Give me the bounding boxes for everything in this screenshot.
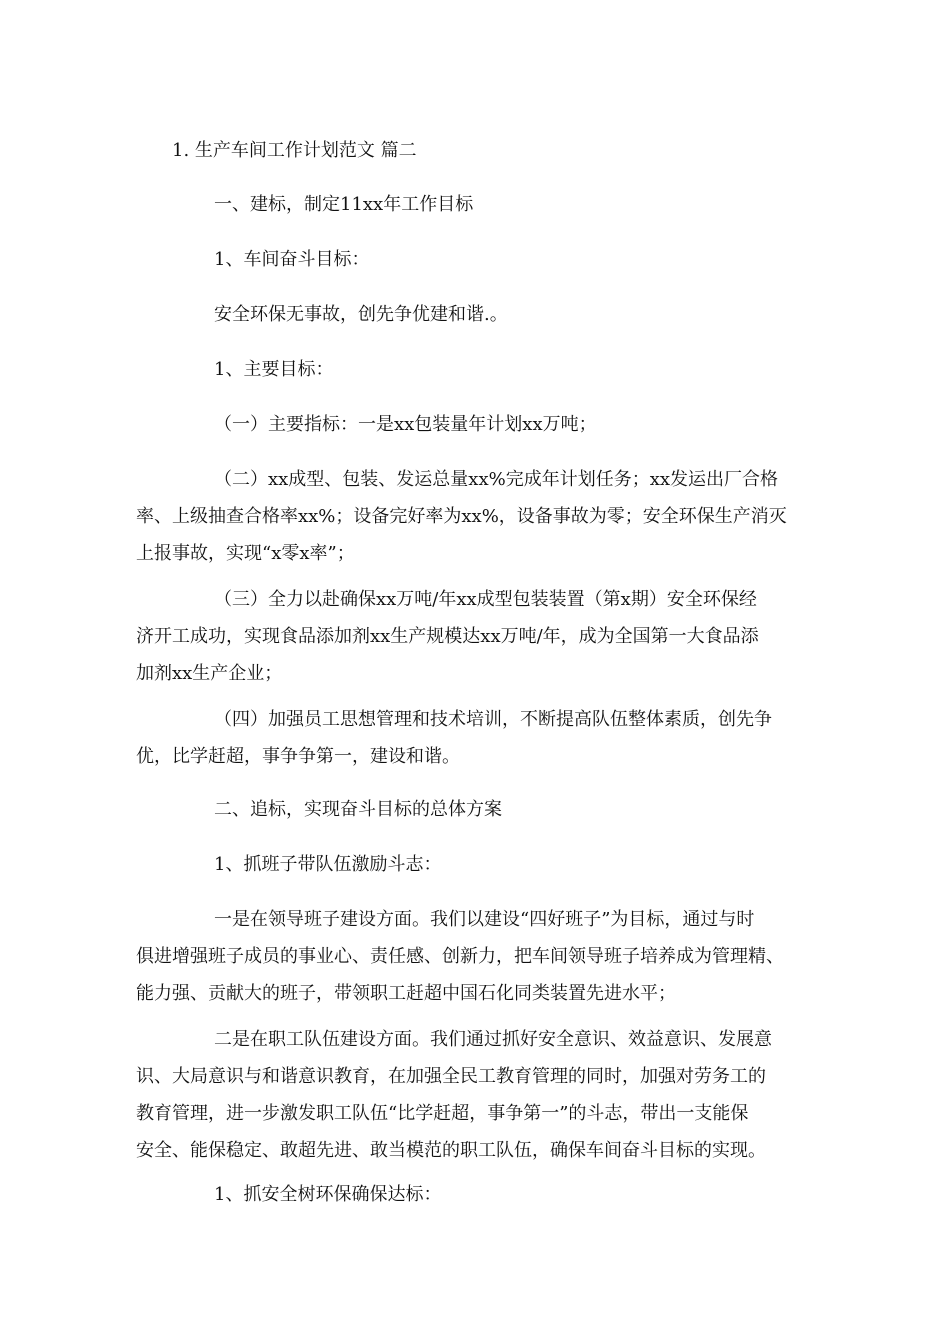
paragraph-2-line: 安全、能保稳定、敢超先进、敢当模范的职工队伍，确保车间奋斗目标的实现。 (136, 1140, 766, 1161)
goal-label: 1、车间奋斗目标： (214, 249, 370, 270)
list-item-4 (136, 705, 772, 779)
list-item-2-line: （二）xx成型、包装、发运总量xx%完成年计划任务；xx发运出厂合格 (214, 469, 779, 490)
list-item-4-line: （四）加强员工思想管理和技术培训，不断提高队伍整体素质，创先争 (214, 709, 772, 730)
list-item-2 (136, 465, 787, 576)
list-item-4-line: 优，比学赶超，事争争第一，建设和谐。 (136, 746, 460, 767)
list-item-1: （一）主要指标：一是xx包装量年计划xx万吨； (214, 414, 597, 435)
subsection-title-1: 1、抓班子带队伍激励斗志： (214, 854, 442, 875)
goal-text: 安全环保无事故，创先争优建和谐.。 (214, 304, 508, 325)
list-item-3 (136, 585, 759, 696)
section-title-2: 二、追标，实现奋斗目标的总体方案 (214, 799, 502, 820)
list-item-2-line: 上报事故，实现“x零x率”； (136, 543, 355, 564)
list-item-3-line: 济开工成功，实现食品添加剂xx生产规模达xx万吨/年，成为全国第一大食品添 (136, 626, 759, 647)
document-heading: 1. 生产车间工作计划范文 篇二 (172, 140, 417, 161)
paragraph-2-line: 识、大局意识与和谐意识教育，在加强全民工教育管理的同时，加强对劳务工的 (136, 1066, 766, 1087)
paragraph-1 (136, 905, 784, 1016)
paragraph-1-line: 一是在领导班子建设方面。我们以建设“四好班子”为目标，通过与时 (214, 909, 755, 930)
section-title-1: 一、建标，制定11xx年工作目标 (214, 194, 474, 215)
list-item-2-line: 率、上级抽查合格率xx%；设备完好率为xx%，设备事故为零；安全环保生产消灭 (136, 506, 787, 527)
list-item-3-line: 加剂xx生产企业； (136, 663, 283, 684)
list-item-3-line: （三）全力以赴确保xx万吨/年xx成型包装装置（第x期）安全环保经 (214, 589, 757, 610)
subsection-title-2: 1、抓安全树环保确保达标： (214, 1184, 442, 1205)
paragraph-2-line: 教育管理，进一步激发职工队伍“比学赶超，事争第一”的斗志，带出一支能保 (136, 1103, 749, 1124)
paragraph-1-line: 能力强、贡献大的班子，带领职工赶超中国石化同类装置先进水平； (136, 983, 676, 1004)
paragraph-2 (136, 1025, 772, 1173)
main-goal-label: 1、主要目标： (214, 359, 334, 380)
paragraph-1-line: 俱进增强班子成员的事业心、责任感、创新力，把车间领导班子培养成为管理精、 (136, 946, 784, 967)
paragraph-2-line: 二是在职工队伍建设方面。我们通过抓好安全意识、效益意识、发展意 (214, 1029, 772, 1050)
